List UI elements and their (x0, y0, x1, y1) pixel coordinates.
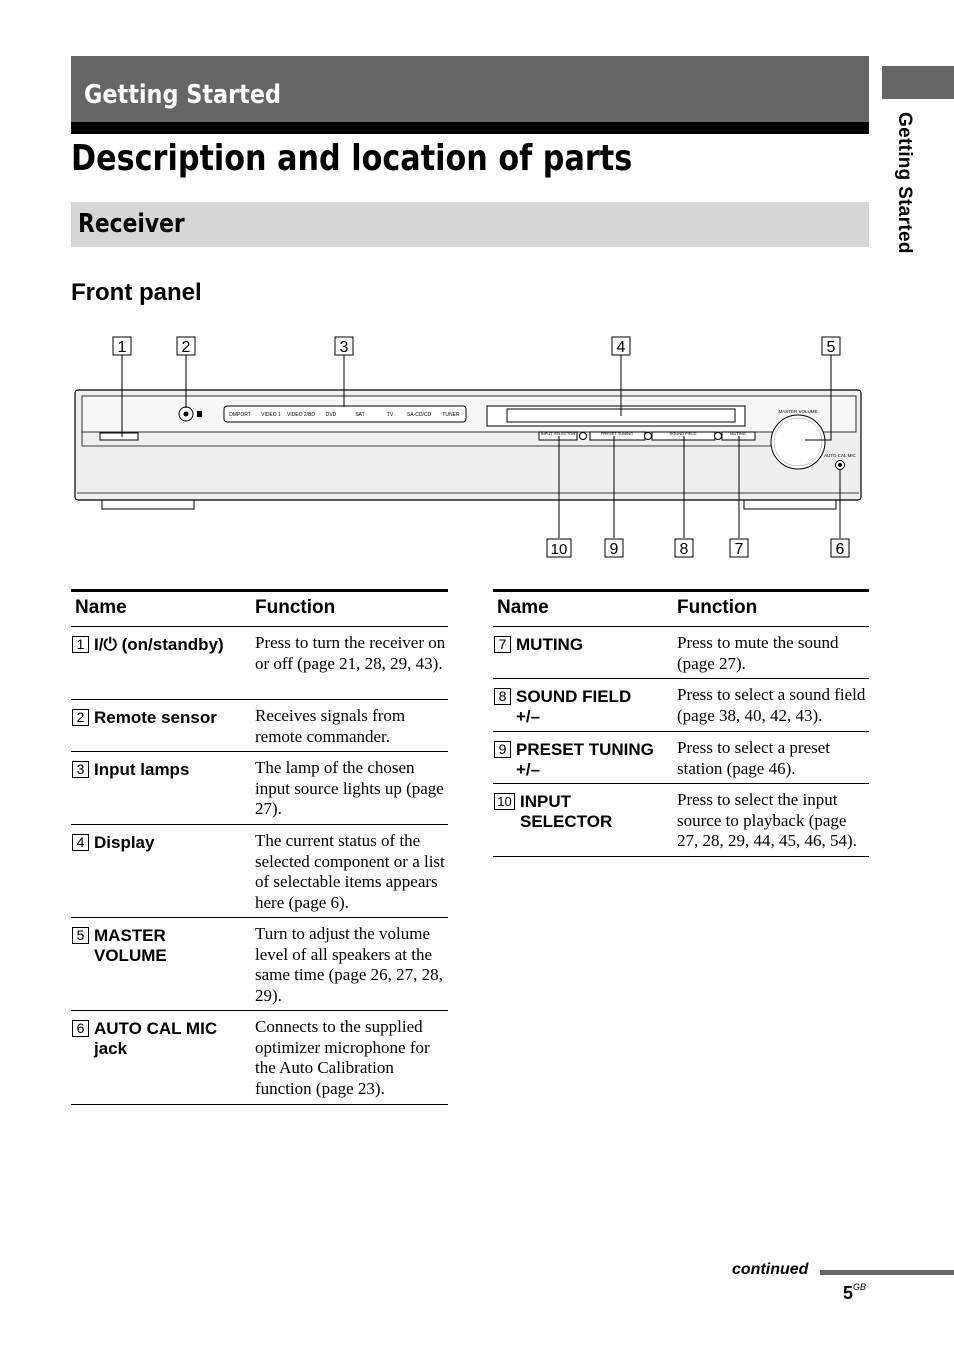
table-row (71, 700, 448, 752)
page-number: $5^{GB}$ (843, 1282, 867, 1303)
table-header (71, 592, 448, 627)
svg-text:INPUT SELECTOR: INPUT SELECTOR (540, 431, 576, 436)
svg-text:MASTER VOLUME: MASTER VOLUME (778, 409, 818, 414)
item-number: 7 (494, 636, 511, 653)
callout-7 (730, 539, 748, 558)
subsection-banner (71, 202, 869, 247)
callout-2 (177, 337, 195, 356)
item-function: Press to select a preset station (page 46). (677, 738, 830, 778)
header-function: Function (677, 597, 758, 618)
master-volume-knob (771, 415, 825, 469)
table-row (71, 627, 448, 700)
table-row (71, 918, 448, 1011)
section-banner (71, 56, 869, 122)
subsection-title: Receiver (78, 209, 185, 239)
svg-text:4: 4 (616, 339, 626, 356)
item-function: Press to select the input source to playback (page 27, 28, 29, 44, 45, 46, 54). (677, 790, 857, 850)
callout-4 (612, 337, 630, 356)
svg-text:VIDEO 1: VIDEO 1 (261, 412, 281, 418)
svg-text:TUNER: TUNER (442, 412, 460, 418)
callout-8 (675, 539, 693, 558)
item-name: SOUND FIELD +/– (516, 687, 632, 726)
item-function: The current status of the selected component or a list of selectable items appears here (page 6). (255, 831, 445, 912)
header-name: Name (497, 597, 549, 618)
item-name: INPUT SELECTOR (520, 792, 613, 831)
item-name: AUTO CAL MIC jack (94, 1019, 218, 1058)
callout-3 (335, 337, 353, 356)
item-name: I/⏻ (on/standby) (94, 635, 224, 654)
item-name: Remote sensor (94, 708, 217, 727)
table-row (71, 825, 448, 918)
table-row (71, 1011, 448, 1105)
continued-label: continued (732, 1261, 809, 1278)
callout-9 (605, 539, 623, 558)
callout-5 (822, 337, 840, 356)
parts-table-right (493, 589, 869, 857)
item-name: PRESET TUNING +/– (516, 740, 654, 779)
receiver-front-panel-diagram (0, 330, 954, 570)
table-header (493, 592, 869, 627)
item-function: Press to turn the receiver on or off (page 21, 28, 29, 43). (255, 633, 446, 673)
item-number: 10 (494, 793, 515, 810)
section-rule (71, 122, 869, 134)
svg-text:1: 1 (117, 339, 127, 356)
svg-text:2: 2 (181, 339, 191, 356)
item-name: Display (94, 833, 155, 852)
item-function: The lamp of the chosen input source lights up (page 27). (255, 758, 444, 818)
svg-text:PRESET TUNING: PRESET TUNING (600, 431, 634, 436)
side-tab (882, 66, 954, 99)
header-name: Name (75, 597, 127, 618)
svg-text:DMPORT: DMPORT (229, 412, 251, 418)
item-number: 8 (494, 688, 511, 705)
item-function: Press to mute the sound (page 27). (677, 633, 839, 673)
svg-text:MUTING: MUTING (730, 431, 746, 436)
callout-10 (547, 539, 571, 558)
item-function: Connects to the supplied optimizer microphone for the Auto Calibration function (page 23). (255, 1017, 430, 1098)
item-function: Press to select a sound field (page 38, 40, 42, 43). (677, 685, 866, 725)
page-suffix: GB (853, 1282, 867, 1292)
item-number: 2 (72, 709, 89, 726)
item-name: MASTER VOLUME (94, 926, 167, 965)
svg-text:VIDEO 2/BD: VIDEO 2/BD (286, 412, 316, 418)
table-row (493, 732, 869, 784)
item-function: Turn to adjust the volume level of all speakers at the same time (page 26, 27, 28, 29). (255, 924, 443, 1005)
item-number: 6 (72, 1020, 89, 1037)
parts-table-left (71, 589, 448, 1105)
svg-text:7: 7 (734, 541, 744, 558)
page-title: Description and location of parts (71, 138, 633, 179)
table-row (493, 679, 869, 732)
svg-text:6: 6 (835, 541, 845, 558)
svg-text:8: 8 (679, 541, 689, 558)
svg-text:10: 10 (550, 541, 568, 558)
item-number: 1 (72, 636, 89, 653)
callout-6 (831, 539, 849, 558)
svg-text:5: 5 (826, 339, 836, 356)
power-button (100, 433, 138, 440)
continued-rule (820, 1270, 954, 1275)
side-tab-label: Getting Started (894, 112, 915, 254)
table-row (493, 627, 869, 679)
item-number: 5 (72, 927, 89, 944)
svg-text:9: 9 (609, 541, 619, 558)
svg-text:DVD: DVD (325, 412, 337, 418)
svg-text:3: 3 (339, 339, 349, 356)
svg-text:TV: TV (386, 412, 394, 418)
item-number: 4 (72, 834, 89, 851)
svg-text:SAT: SAT (355, 412, 365, 418)
item-name: MUTING (516, 635, 584, 654)
item-number: 9 (494, 741, 511, 758)
section-title: Getting Started (84, 80, 282, 110)
item-name: Input lamps (94, 760, 190, 779)
svg-text:SA-CD/CD: SA-CD/CD (406, 412, 432, 418)
svg-text:SOUND FIELD: SOUND FIELD (669, 431, 697, 436)
callout-1 (113, 337, 131, 356)
header-function: Function (255, 597, 336, 618)
item-number: 3 (72, 761, 89, 778)
table-row (71, 752, 448, 825)
front-panel-heading: Front panel (71, 279, 202, 306)
table-row (493, 784, 869, 857)
svg-text:AUTO CAL MIC: AUTO CAL MIC (824, 453, 856, 458)
item-function: Receives signals from remote commander. (255, 706, 406, 746)
